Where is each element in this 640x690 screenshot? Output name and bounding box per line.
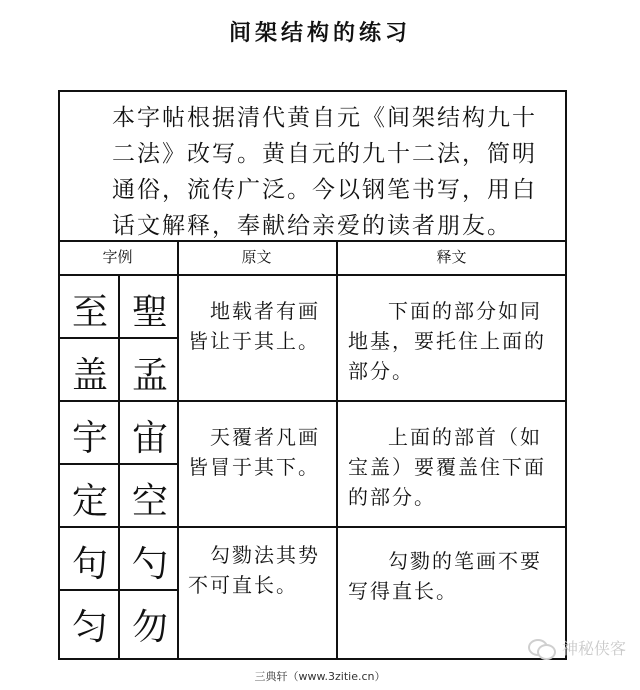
- intro-text: 本字帖根据清代黄自元《间架结构九十二法》改写。黄自元的九十二法，简明通俗，流传广泛。今以钢笔书写，用白话文解释，奉献给亲爱的读者朋友。: [112, 105, 537, 239]
- original-text: 地载者有画皆让于其上。: [188, 299, 320, 353]
- header-explanation: 释文: [436, 248, 467, 266]
- example-char: 勿: [131, 607, 168, 648]
- row-divider-2: [58, 526, 567, 528]
- table-header-bottom-line: [58, 274, 567, 276]
- header-original: 原文: [241, 248, 272, 266]
- col-divider-original: [336, 240, 338, 660]
- watermark-text: 神秘侠客: [561, 639, 626, 658]
- original-text: 天覆者凡画皆冒于其下。: [188, 425, 320, 479]
- structure-table: [58, 240, 567, 660]
- example-char: 孟: [131, 355, 168, 396]
- row-divider-1: [58, 400, 567, 402]
- footer-source: 三典轩（www.3zitie.cn）: [254, 670, 386, 683]
- chat-bubbles-icon: [528, 637, 556, 659]
- header-examples: 字例: [102, 248, 133, 266]
- explanation-text: 下面的部分如同地基，要托住上面的部分。: [348, 299, 546, 383]
- table-header-top-line: [58, 240, 567, 242]
- example-char: 宙: [131, 418, 168, 459]
- page-title: 间架结构的练习: [228, 21, 411, 46]
- example-char: 勺: [131, 544, 168, 585]
- example-char: 匀: [71, 607, 108, 648]
- example-char: 宇: [71, 418, 108, 459]
- explanation-text: 上面的部首（如宝盖）要覆盖住下面的部分。: [348, 425, 546, 509]
- example-char: 至: [71, 292, 108, 333]
- explanation-text: 勾勠的笔画不要写得直长。: [348, 549, 542, 603]
- example-char: 空: [131, 481, 168, 522]
- example-char: 定: [71, 481, 108, 522]
- watermark: [528, 636, 626, 659]
- intro-paragraph: [66, 100, 560, 244]
- example-char: 句: [71, 544, 108, 585]
- example-char: 聖: [131, 292, 168, 333]
- original-text: 勾勠法其势不可直长。: [188, 543, 320, 597]
- example-center-line: [118, 274, 120, 660]
- example-char: 盖: [71, 355, 108, 396]
